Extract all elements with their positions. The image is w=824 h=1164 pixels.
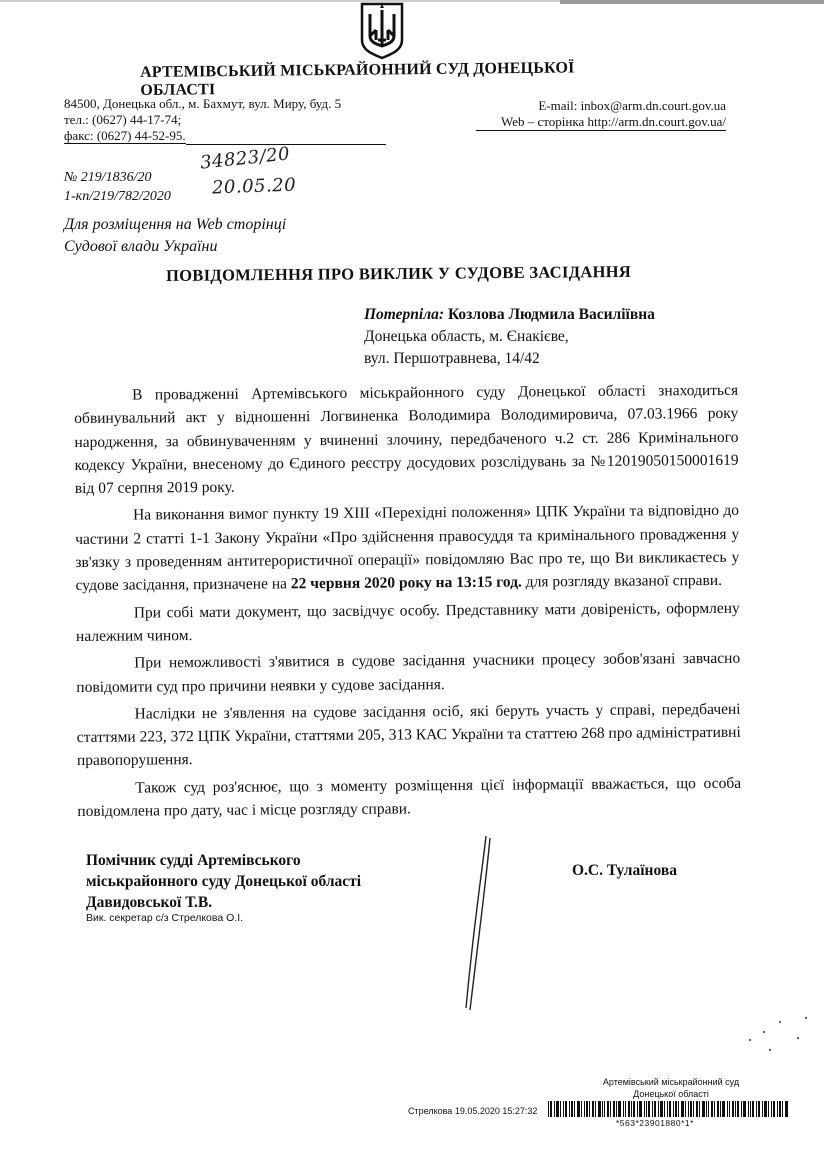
victim-address-line: Донецька область, м. Єнакієве, bbox=[364, 328, 569, 345]
registration-numbers bbox=[64, 168, 171, 206]
registry-timestamp: Стрелкова 19.05.2020 15:27:32 bbox=[408, 1106, 538, 1116]
body-paragraph: При неможливості з'явитися в судове засідання учасники процесу зобов'язані завчасно повідомити суд про причини неявки у судове засідання. bbox=[76, 650, 741, 696]
signer-position-line: Давидовської Т.В. bbox=[86, 894, 213, 911]
handwritten-signature bbox=[456, 832, 516, 1012]
signer-position bbox=[86, 850, 361, 913]
scan-edge bbox=[0, 0, 824, 6]
court-name: АРТЕМІВСЬКИЙ МІСЬКРАЙОННИЙ СУД ДОНЕЦЬКОЇ ОБЛАСТІ bbox=[140, 59, 575, 99]
barcode bbox=[548, 1101, 788, 1117]
body-paragraph bbox=[75, 499, 740, 597]
victim-name: Козлова Людмила Василіївна bbox=[447, 306, 655, 323]
registry-stamp bbox=[596, 1076, 746, 1100]
body-text-segment: для розгляду вказаної справи. bbox=[521, 572, 723, 591]
coat-of-arms-icon bbox=[356, 0, 408, 60]
victim-label: Потерпіла: bbox=[364, 306, 445, 323]
body-text-segment: На виконання вимог пункту 19 ХІІІ «Перехідні положення» ЦПК України та відповідно до частини 2 статті 1-1 Закону України «Про здійснення правосуддя та кримінального провадження у зв'язку з проведенням антитерористичної операції» повідомляю Вас про те, що Ви викликаєтесь у судове засідання, призначене на bbox=[75, 502, 740, 595]
court-email[interactable]: E-mail: inbox@arm.dn.court.gov.ua bbox=[538, 98, 726, 113]
handwritten-date: 20.05.20 bbox=[211, 174, 297, 199]
hearing-date: 22 червня 2020 року на 13:15 год. bbox=[290, 573, 522, 593]
executor-note: Вик. секретар с/з Стрелкова О.І. bbox=[86, 912, 244, 924]
victim-address-line: вул. Першотравнева, 14/42 bbox=[364, 350, 540, 367]
court-phone: тел.: (0627) 44-17-74; bbox=[64, 112, 182, 127]
victim-block bbox=[364, 304, 655, 370]
placement-note bbox=[64, 214, 286, 258]
registry-stamp-line: Донецької області bbox=[633, 1089, 709, 1099]
placement-note-line: Для розміщення на Web сторінці bbox=[64, 216, 287, 233]
scan-noise bbox=[740, 1010, 820, 1060]
body-paragraph: Наслідки не з'явлення на судове засідання осіб, які беруть участь у справі, передбачені статтями 223, 372 ЦПК України, статтями 205, 313 КАС України та статтею 268 про адміністративні правопорушення. bbox=[76, 700, 741, 770]
court-address: 84500, Донецька обл., м. Бахмут, вул. Миру, буд. 5 bbox=[64, 96, 342, 111]
signer-position-line: міськрайонного суду Донецької області bbox=[86, 873, 362, 890]
registry-stamp-line: Артемівський міськрайонний суд bbox=[602, 1077, 740, 1087]
signer-position-line: Помічник судді Артемівського bbox=[86, 852, 301, 869]
body-paragraph: При собі мати документ, що засвідчує особу. Представнику мати довіреність, оформлену належним чином. bbox=[75, 599, 740, 645]
court-website[interactable]: Web – сторінка http://arm.dn.court.gov.ua/ bbox=[476, 114, 726, 131]
body-paragraph: Також суд роз'яснює, що з моменту розміщення цієї інформації вважається, що особа повідомлена про дату, час і місце розгляду справи. bbox=[77, 774, 742, 821]
body-paragraph: В провадженні Артемівського міськрайонного суду Донецької області знаходиться обвинувальний акт у відношенні Логвиненка Володимира Володимировича, 07.03.1966 року народження, за обвинуваченням у вчиненні злочину, передбаченого ч.2 ст. 286 Кримінального кодексу України, внесеному до Єдиного реєстру досудових розслідувань за №12019050150001619 від 07 серпня 2019 року. bbox=[74, 381, 739, 498]
proceeding-number: 1-кп/219/782/2020 bbox=[64, 189, 171, 204]
signer-name: О.С. Тулаїнова bbox=[572, 862, 677, 879]
court-contacts bbox=[64, 96, 386, 145]
placement-note-line: Судової влади України bbox=[64, 238, 218, 255]
handwritten-outgoing-number: 34823/20 bbox=[199, 143, 292, 174]
court-fax: факс: (0627) 44-52-95. bbox=[64, 128, 186, 143]
court-online-contacts bbox=[476, 98, 726, 131]
barcode-number: *563*23901880*1* bbox=[616, 1118, 694, 1128]
notice-body bbox=[74, 379, 741, 828]
notice-title: ПОВІДОМЛЕННЯ ПРО ВИКЛИК У СУДОВЕ ЗАСІДАННЯ bbox=[166, 261, 632, 285]
case-number: № 219/1836/20 bbox=[64, 170, 152, 185]
